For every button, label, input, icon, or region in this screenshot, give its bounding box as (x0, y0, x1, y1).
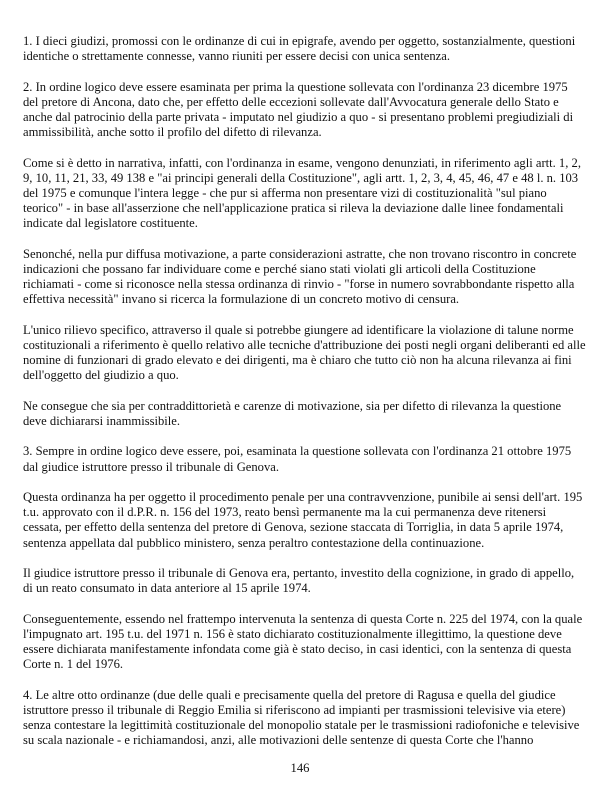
paragraph-8: Questa ordinanza ha per oggetto il procedimento penale per una contravvenzione, punibile ai sensi dell'art. 195 t.u. approvato con il d.P.R. n. 156 del 1973, reato bensì permanente ma la cui permanenza deve ritenersi cessata, per effetto della sentenza del pretore di Genova, sezione staccata di Torriglia, in data 5 aprile 1974, sentenza appellata dal pubblico ministero, senza peraltro contestazione della continuazione. (23, 489, 583, 550)
paragraph-9: Il giudice istruttore presso il tribunale di Genova era, pertanto, investito della cognizione, in grado di appello, di un reato consumato in data anteriore al 15 aprile 1974. (23, 565, 575, 596)
paragraph-10: Conseguentemente, essendo nel frattempo intervenuta la sentenza di questa Corte n. 225 del 1974, con la quale l'impugnato art. 195 t.u. del 1971 n. 156 è stato dichiarato costituzionalmente illegittimo, la questione deve essere dichiarata manifestamente infondata come già è stato deciso, in casi identici, con la sentenza di questa Corte n. 1 del 1976. (23, 611, 583, 672)
paragraph-11: 4. Le altre otto ordinanze (due delle quali e precisamente quella del pretore di Ragusa e quella del giudice istruttore presso il tribunale di Reggio Emilia si riferiscono ad impianti per trasmissioni televisive via etere) senza contestare la legittimità costituzionale del monopolio statale per le trasmissioni radiofoniche e televisive su scala nazionale - e richiamandosi, anzi, alle motivazioni delle sentenze di questa Corte che l'hanno (23, 687, 580, 748)
page-number: 146 (290, 761, 310, 775)
paragraph-3: Come si è detto in narrativa, infatti, con l'ordinanza in esame, vengono denunziati, in riferimento agli artt. 1, 2, 9, 10, 11, 21, 33, 49 138 e "ai principi generali della Costituzione", agli artt. 1, 2, 3, 4, 45, 46, 47 e 48 l. n. 103 del 1975 e comunque l'intera legge - che pur si afferma non presentare vizi di costituzionalità "sul piano teorico" - in base all'asserzione che nell'applicazione pratica si rileva la deviazione dalle linee fondamentali indicate dal legislatore costituente. (23, 155, 581, 231)
paragraph-5: L'unico rilievo specifico, attraverso il quale si potrebbe giungere ad identificare la violazione di talune norme costituzionali a riferimento è quello relativo alle tecniche d'attribuzione dei posti negli organi deliberanti ed alle nomine di funzionari di grado elevato e dei dirigenti, ma è chiaro che tutto ciò non ha alcuna rilevanza ai fini dell'oggetto del giudizio a quo. (23, 322, 586, 383)
paragraph-6: Ne consegue che sia per contraddittorietà e carenze di motivazione, sia per difetto di rilevanza la questione deve dichiararsi inammissibile. (23, 398, 562, 428)
paragraph-4: Senonché, nella pur diffusa motivazione, a parte considerazioni astratte, che non trovano riscontro in concrete indicazioni che possano far individuare come e perché siano stati violati gli articoli della Costituzione richiamati - come si riconosce nella stessa ordinanza di rinvio - "forse in numero sovrabbondante rispetto alla effettiva necessità" invano si ricerca la formulazione di un concreto motivo di censura. (23, 246, 577, 307)
paragraph-1: 1. I dieci giudizi, promossi con le ordinanze di cui in epigrafe, avendo per oggetto, sostanzialmente, questioni identiche o strettamente connesse, vanno riuniti per essere decisi con unica sentenza. (23, 34, 576, 64)
document-body (23, 34, 586, 764)
paragraph-2: 2. In ordine logico deve essere esaminata per prima la questione sollevata con l'ordinanza 23 dicembre 1975 del pretore di Ancona, dato che, per effetto delle eccezioni sollevate dall'Avvocatura generale dello Stato e anche dal patrocinio della parte privata - imputato nel giudizio a quo - si presentano problemi pregiudiziali di ammissibilità, anche sotto il profilo del difetto di rilevanza. (23, 79, 574, 140)
paragraph-7: 3. Sempre in ordine logico deve essere, poi, esaminata la questione sollevata con l'ordinanza 21 ottobre 1975 dal giudice istruttore presso il tribunale di Genova. (23, 444, 572, 474)
